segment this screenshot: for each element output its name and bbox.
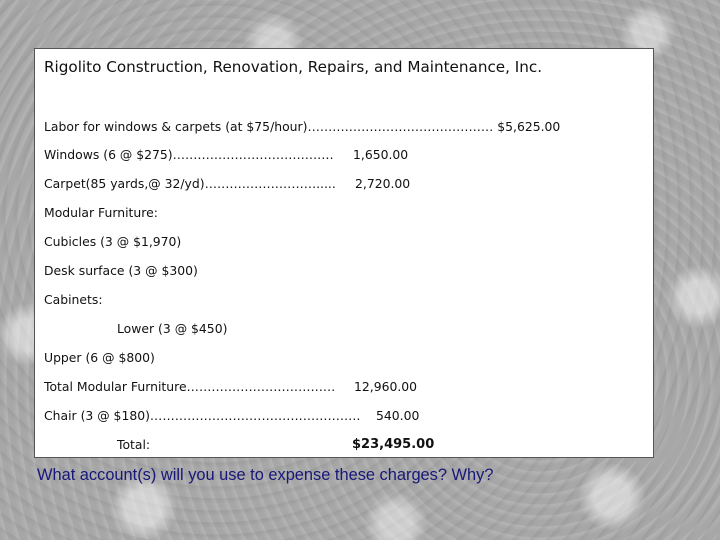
labor-line: Labor for windows & carpets (at $75/hour)……………………………………… $5,625.00 [44, 119, 561, 134]
carpet-line: Carpet(85 yards,@ 32/yd)………………………..... [44, 176, 336, 191]
windows-amount: 1,650.00 [353, 147, 409, 162]
chair-amount: 540.00 [376, 408, 420, 423]
document-title: Rigolito Construction, Renovation, Repairs, and Maintenance, Inc. [44, 58, 543, 76]
cubicles-line: Cubicles (3 @ $1,970) [44, 234, 182, 249]
modular-furniture-heading: Modular Furniture: [44, 205, 158, 220]
total-amount: $23,495.00 [352, 437, 435, 452]
carpet-amount: 2,720.00 [355, 176, 411, 191]
desk-surface-line: Desk surface (3 @ $300) [44, 263, 198, 278]
total-modular-amount: 12,960.00 [354, 379, 418, 394]
total-modular-line: Total Modular Furniture……………………………… [44, 379, 336, 394]
windows-line: Windows (6 @ $275)………………………………… [44, 147, 334, 162]
lower-cabinets-line: Lower (3 @ $450) [117, 321, 228, 336]
upper-cabinets-line: Upper (6 @ $800) [44, 350, 155, 365]
cabinets-heading: Cabinets: [44, 292, 103, 307]
document-box [34, 48, 654, 458]
total-label: Total: [117, 437, 151, 452]
chair-line: Chair (3 @ $180)…………………………………………… [44, 408, 361, 423]
discussion-question: What account(s) will you use to expense these charges? Why? [37, 466, 494, 484]
